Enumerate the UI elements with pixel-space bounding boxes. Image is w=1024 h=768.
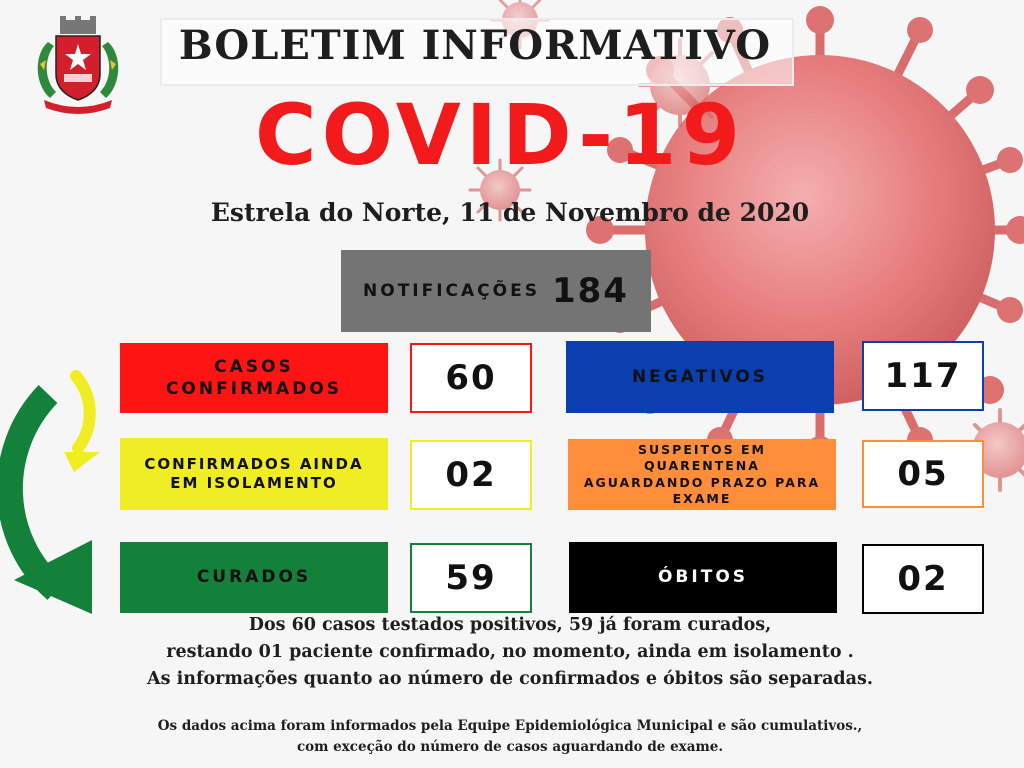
footnote-line-2: com exceção do número de casos aguardando de exame.	[296, 739, 724, 755]
isolation-label-box	[120, 438, 388, 510]
isolation-value: 02	[445, 455, 497, 495]
recovered-label: CURADOS	[196, 567, 312, 588]
negative-label-box	[566, 341, 834, 413]
place-date: Estrela do Norte, 11 de Novembro de 2020	[210, 198, 810, 227]
suspects-label: SUSPEITOS EM QUARENTENA AGUARDANDO PRAZO PARA EXAME	[583, 442, 821, 506]
summary-text	[70, 612, 950, 693]
deaths-label-box	[569, 542, 837, 613]
suspects-label-box	[568, 439, 836, 510]
suspects-value: 05	[897, 454, 949, 494]
summary-line-1: Dos 60 casos testados positivos, 59 já foram curados,	[248, 615, 772, 635]
flow-arrows-decoration	[0, 360, 130, 630]
footnote-line-1: Os dados acima foram informados pela Equipe Epidemiológica Municipal e são cumulativos.,	[157, 718, 863, 734]
confirmed-label: CASOS CONFIRMADOS	[165, 356, 343, 399]
municipal-seal-logo	[30, 14, 126, 114]
negative-value: 117	[884, 356, 962, 396]
notifications-value: 184	[551, 271, 629, 311]
footnote-text	[60, 716, 960, 758]
isolation-value-box	[410, 440, 532, 510]
confirmed-label-box	[120, 343, 388, 413]
yellow-arrow-icon	[76, 376, 90, 448]
summary-line-3: As informações quanto ao número de confirmados e óbitos são separadas.	[147, 669, 873, 689]
deaths-value: 02	[897, 559, 949, 599]
green-arrow-icon	[10, 394, 56, 590]
notifications-label: NOTIFICAÇÕES	[363, 281, 540, 301]
suspects-value-box	[862, 440, 984, 508]
notifications-panel	[341, 250, 651, 332]
negative-label: NEGATIVOS	[631, 366, 769, 387]
deaths-value-box	[862, 544, 984, 614]
confirmed-value: 60	[445, 358, 497, 398]
summary-line-2: restando 01 paciente confirmado, no momento, ainda em isolamento .	[166, 642, 854, 662]
recovered-value-box	[410, 543, 532, 613]
yellow-arrowhead-icon	[64, 452, 100, 472]
deaths-label: ÓBITOS	[657, 567, 749, 588]
negative-value-box	[862, 341, 984, 411]
isolation-label: CONFIRMADOS AINDA EM ISOLAMENTO	[144, 454, 364, 492]
covid-headline: COVID-19	[254, 86, 746, 184]
confirmed-value-box	[410, 343, 532, 413]
bulletin-title: BOLETIM INFORMATIVO	[178, 22, 772, 69]
recovered-value: 59	[445, 558, 497, 598]
recovered-label-box	[120, 542, 388, 613]
